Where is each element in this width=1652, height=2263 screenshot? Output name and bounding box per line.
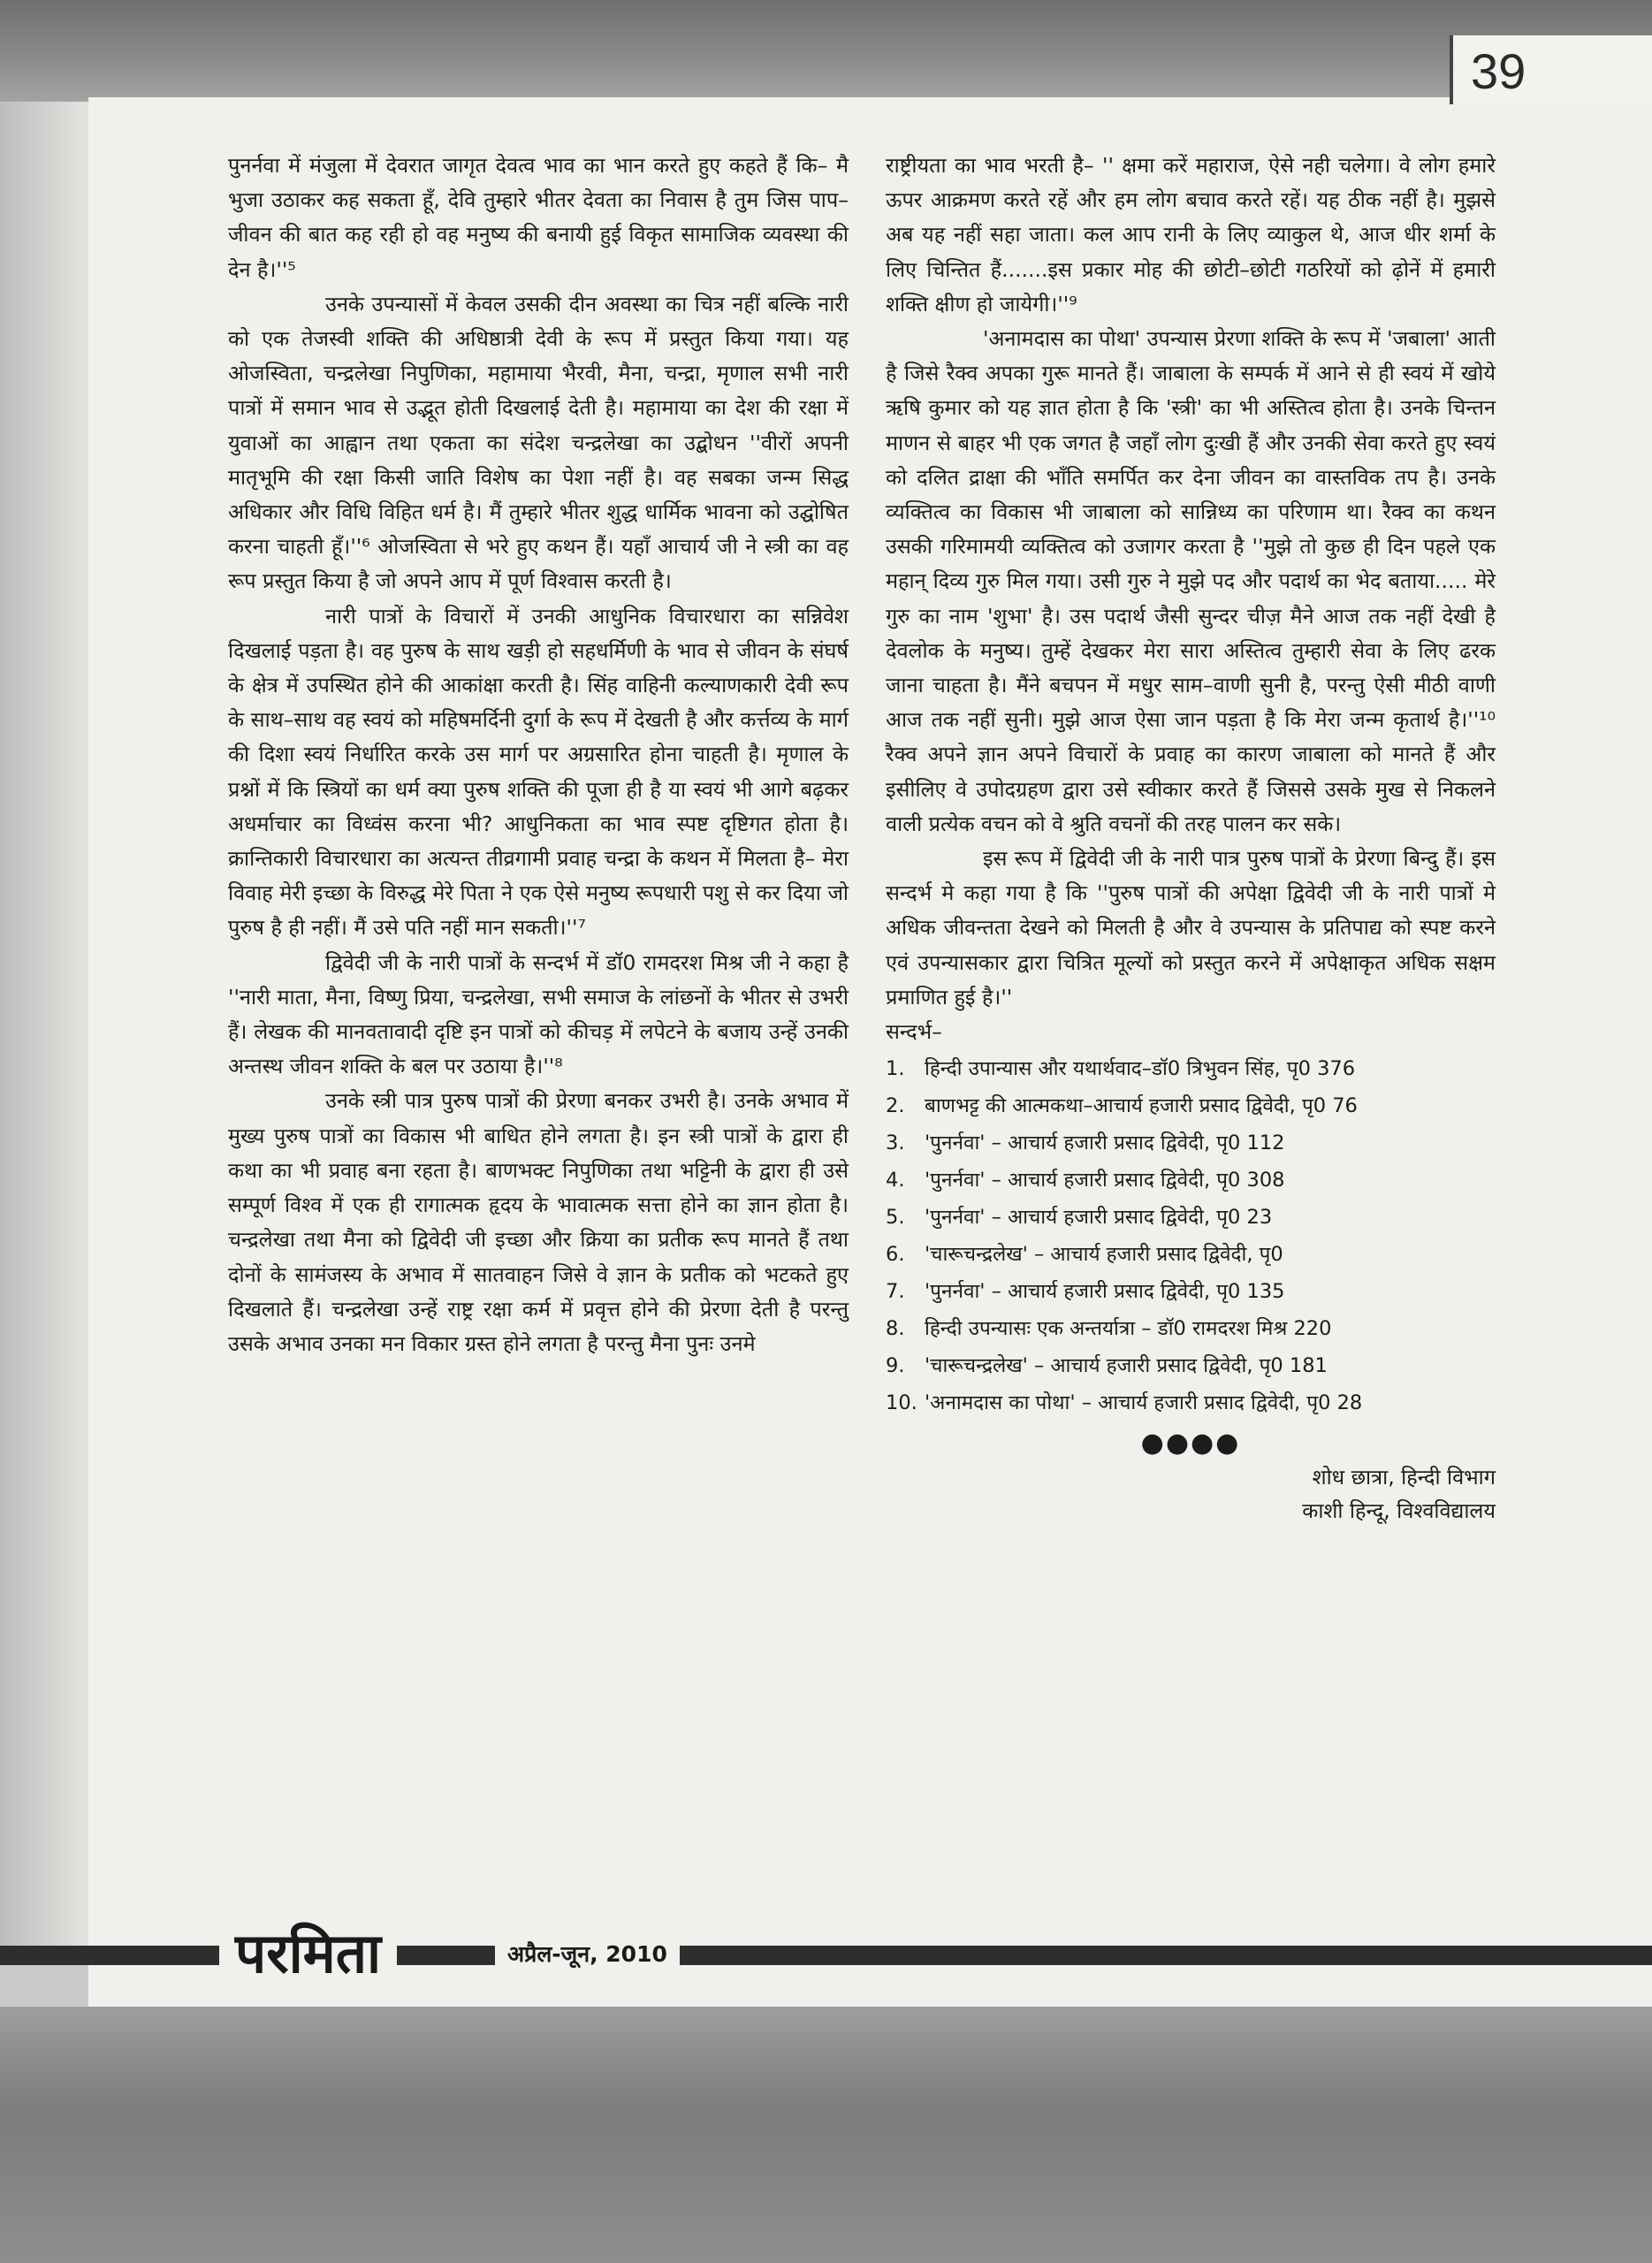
right-paragraph: 'अनामदास का पोथा' उपन्यास प्रेरणा शक्ति के रूप में 'जबाला' आती है जिसे रैक्व अपका गुरू मानते हैं। जाबाला के सम्पर्क में आने से ही स्वयं में खोये ऋषि कुमार को यह ज्ञात होता है कि 'स्त्री' का भी अस्तित्व होता है। उनके चिन्तन माणन से बाहर भी एक जगत है जहाँ लोग दुःखी हैं और उनकी सेवा करते हुए स्वयं को दलित द्राक्षा की भाँति समर्पित कर देना जीवन का वास्तविक तप है। उनके व्यक्तित्व का विकास भी जाबाला को सान्निध्य का परिणाम था। रैक्व का कथन उसकी गरिमामयी व्यक्तित्व को उजागर करता है ''मुझे तो कुछ ही दिन पहले एक महान् दिव्य गुरु मिल गया। उसी गुरु ने मुझे पद और पदार्थ का भेद बताया..... मेरे गुरु का नाम 'शुभा' है। उस पदार्थ जैसी सुन्दर चीज़ मैने आज तक नहीं देखी है देवलोक के मनुष्य। तुम्हें देखकर मेरा सारा अस्तित्व तुम्हारी सेवा के लिए ढरक जाना चाहता है। मैंने बचपन में मधुर साम–वाणी सुनी है, परन्तु ऐसी मीठी वाणी आज तक नहीं सुनी। मुझे आज ऐसा जान पड़ता है कि मेरा जन्म कृतार्थ है।''¹⁰ रैक्व अपने ज्ञान अपने विचारों के प्रवाह का कारण जाबाला को मानते हैं और इसीलिए वे उपोदग्रहण द्वारा उसे स्वीकार करते हैं जिससे उसके मुख से निकलने वाली प्रत्येक वचन को वे श्रुति वचनों की तरह पालन कर सके। <box>886 326 1496 836</box>
reference-item <box>886 1240 1496 1269</box>
right-column <box>886 149 1496 1528</box>
reference-text: 'पुनर्नवा' – आचार्य हजारी प्रसाद द्विवेदी, पृ0 112 <box>925 1132 1285 1155</box>
scan-bottom-background <box>0 2007 1652 2263</box>
reference-text: 'पुनर्नवा' – आचार्य हजारी प्रसाद द्विवेदी, पृ0 308 <box>925 1169 1285 1192</box>
page-number: 39 <box>1471 43 1526 99</box>
reference-item <box>886 1055 1496 1084</box>
issue-date: अप्रैल-जून, 2010 <box>495 1934 680 1975</box>
reference-item <box>886 1314 1496 1344</box>
reference-text: 'पुनर्नवा' – आचार्य हजारी प्रसाद द्विवेदी, पृ0 23 <box>925 1206 1273 1230</box>
left-paragraph: उनके स्त्री पात्र पुरुष पात्रों की प्रेरणा बनकर उभरी है। उनके अभाव में मुख्य पुरुष पात्रों का विकास भी बाधित होने लगता है। इन स्त्री पात्रों के द्वारा ही कथा का भी प्रवाह बना रहता है। बाणभक्ट निपुणिका तथा भट्टिनी के द्वारा ही उसे सम्पूर्ण विश्व में एक ही रागात्मक हृदय के भावात्मक सत्ता होने का ज्ञान होता है। चन्द्रलेखा तथा मैना को द्विवेदी जी इच्छा और क्रिया का प्रतीक रूप मानते हैं तथा दोनों के सामंजस्य के अभाव में सातवाहन जिसे वे ज्ञान के प्रतीक को भटकते हुए दिखलाते हैं। चन्द्रलेखा उन्हें राष्ट्र रक्षा कर्म में प्रवृत्त होने की प्रेरणा देती है परन्तु उसके अभाव उनका मन विकार ग्रस्त होने लगता है परन्तु मैना पुनः उनमे <box>228 1088 849 1356</box>
reference-item <box>886 1203 1496 1232</box>
reference-text: बाणभट्ट की आत्मकथा–आचार्य हजारी प्रसाद द्विवेदी, पृ0 76 <box>925 1094 1358 1118</box>
reference-text: 'अनामदास का पोथा' – आचार्य हजारी प्रसाद द्विवेदी, पृ0 28 <box>925 1391 1363 1415</box>
reference-item <box>886 1129 1496 1158</box>
reference-text: हिन्दी उपान्यास और यथार्थवाद–डॉ0 त्रिभुवन सिंह, पृ0 376 <box>925 1057 1356 1081</box>
reference-text: 'चारूचन्द्रलेख' – आचार्य हजारी प्रसाद द्विवेदी, पृ0 181 <box>925 1354 1328 1378</box>
left-paragraph: द्विवेदी जी के नारी पात्रों के सन्दर्भ में डॉ0 रामदरश मिश्र जी ने कहा है ''नारी माता, मैना, विष्णु प्रिया, चन्द्रलेखा, सभी समाज के लांछनों के भीतर से उभरी हैं। लेखक की मानवतावादी दृष्टि इन पात्रों को कीचड़ में लपेटने के बजाय उन्हें उनकी अन्तस्थ जीवन शक्ति के बल पर उठाया है।''⁸ <box>228 949 849 1079</box>
reference-number: 4. <box>886 1169 905 1192</box>
right-paragraph: राष्ट्रीयता का भाव भरती है– '' क्षमा करें महाराज, ऐसे नही चलेगा। वे लोग हमारे ऊपर आक्रमण करते रहें और हम लोग बचाव करते रहें। यह ठीक नहीं है। मुझसे अब यह नहीं सहा जाता। कल आप रानी के लिए व्याकुल थे, आज धीर शर्मा के लिए चिन्तित हैं.......इस प्रकार मोह की छोटी–छोटी गठरियों को ढ़ोनें में हमारी शक्ति क्षीण हो जायेगी।''⁹ <box>886 153 1496 316</box>
references-list <box>886 1055 1496 1418</box>
reference-text: हिन्दी उपन्यासः एक अन्तर्यात्रा – डॉ0 रामदरश मिश्र 220 <box>925 1317 1332 1341</box>
author-affiliation <box>886 1460 1496 1528</box>
reference-number: 1. <box>886 1057 905 1081</box>
reference-number: 3. <box>886 1132 905 1155</box>
reference-item <box>886 1389 1496 1418</box>
reference-item <box>886 1352 1496 1381</box>
left-column <box>228 149 849 1361</box>
reference-text: 'पुनर्नवा' – आचार्य हजारी प्रसाद द्विवेदी, पृ0 135 <box>925 1280 1285 1304</box>
left-paragraph: उनके उपन्यासों में केवल उसकी दीन अवस्था का चित्र नहीं बल्कि नारी को एक तेजस्वी शक्ति की अधिष्ठात्री देवी के रूप में प्रस्तुत किया गया। यह ओजस्विता, चन्द्रलेखा निपुणिका, महामाया भैरवी, मैना, चन्द्रा, मृणाल सभी नारी पात्रों में समान भाव से उद्भूत होती दिखलाई देती है। महामाया का देश की रक्षा में युवाओं का आह्वान तथा एकता का संदेश चन्द्रलेखा का उद्बोधन ''वीरों अपनी मातृभूमि की रक्षा किसी जाति विशेष का पेशा नहीं है। वह सबका जन्म सिद्ध अधिकार और विधि विहित धर्म है। मैं तुम्हारे भीतर शुद्ध धार्मिक भावना को उद्घोषित करना चाहती हूँ।''⁶ ओजस्विता से भरे हुए कथन हैं। यहाँ आचार्य जी ने स्त्री का वह रूप प्रस्तुत किया है जो अपने आप में पूर्ण विश्वास करती है। <box>228 291 849 594</box>
reference-number: 9. <box>886 1354 905 1378</box>
references-title: सन्दर्भ– <box>886 1019 942 1045</box>
reference-text: 'चारूचन्द्रलेख' – आचार्य हजारी प्रसाद द्विवेदी, पृ0 <box>925 1243 1283 1267</box>
page-number-box <box>1450 35 1652 104</box>
author-line-1: शोध छात्रा, हिन्दी विभाग <box>1312 1465 1496 1490</box>
magazine-logo: परमिता <box>219 1920 397 1987</box>
reference-number: 7. <box>886 1280 905 1304</box>
reference-number: 8. <box>886 1317 905 1341</box>
author-line-2: काशी हिन्दू, विश्वविद्यालय <box>1302 1498 1496 1524</box>
scan-top-background <box>0 0 1652 102</box>
reference-item <box>886 1277 1496 1307</box>
reference-number: 2. <box>886 1094 905 1118</box>
reference-item <box>886 1092 1496 1121</box>
right-paragraph: इस रूप में द्विवेदी जी के नारी पात्र पुरुष पात्रों के प्रेरणा बिन्दु हैं। इस सन्दर्भ मे कहा गया है कि ''पुरुष पात्रों की अपेक्षा द्विवेदी जी के नारी पात्रों मे अधिक जीवन्तता देखने को मिलती है और वे उपन्यास के प्रतिपाद्य को स्पष्ट करने एवं उपन्यासकार द्वारा चित्रित मूल्यों को प्रस्तुत करने में अपेक्षाकृत अधिक सक्षम प्रमाणित हुई है।'' <box>886 846 1496 1010</box>
section-separator: ●●●● <box>1140 1428 1241 1459</box>
reference-number: 5. <box>886 1206 905 1230</box>
reference-number: 10. <box>886 1391 917 1415</box>
left-paragraph: नारी पात्रों के विचारों में उनकी आधुनिक विचारधारा का सन्निवेश दिखलाई पड़ता है। वह पुरुष के साथ खड़ी हो सहधर्मिणी के भाव से जीवन के संघर्ष के क्षेत्र में उपस्थित होने की आकांक्षा करती है। सिंह वाहिनी कल्याणकारी देवी रूप के साथ–साथ वह स्वयं को महिषमर्दिनी दुर्गा के रूप में देखती है और कर्त्तव्य के मार्ग की दिशा स्वयं निर्धारित करके उस मार्ग पर अग्रसारित होना चाहती है। मृणाल के प्रश्नों में कि स्त्रियों का धर्म क्या पुरुष शक्ति की पूजा ही है या स्वयं भी आगे बढ़कर अधर्माचार का विध्वंस करना भी? आधुनिकता का भाव स्पष्ट दृष्टिगत होता है। क्रान्तिकारी विचारधारा का अत्यन्त तीव्रगामी प्रवाह चन्द्रा के कथन में मिलता है– मेरा विवाह मेरी इच्छा के विरुद्ध मेरे पिता ने एक ऐसे मनुष्य रूपधारी पशु से कर दिया जो पुरुष है ही नहीं। मैं उसे पति नहीं मान सकती।''⁷ <box>228 603 849 941</box>
left-paragraph: पुनर्नवा में मंजुला में देवरात जागृत देवत्व भाव का भान करते हुए कहते हैं कि– मै भुजा उठाकर कह सकता हूँ, देवि तुम्हारे भीतर देवता का निवास है तुम जिस पाप–जीवन की बात कह रही हो वह मनुष्य की बनायी हुई विकृत सामाजिक व्यवस्था की देन है।''⁵ <box>228 153 849 282</box>
reference-item <box>886 1166 1496 1195</box>
reference-number: 6. <box>886 1243 905 1267</box>
